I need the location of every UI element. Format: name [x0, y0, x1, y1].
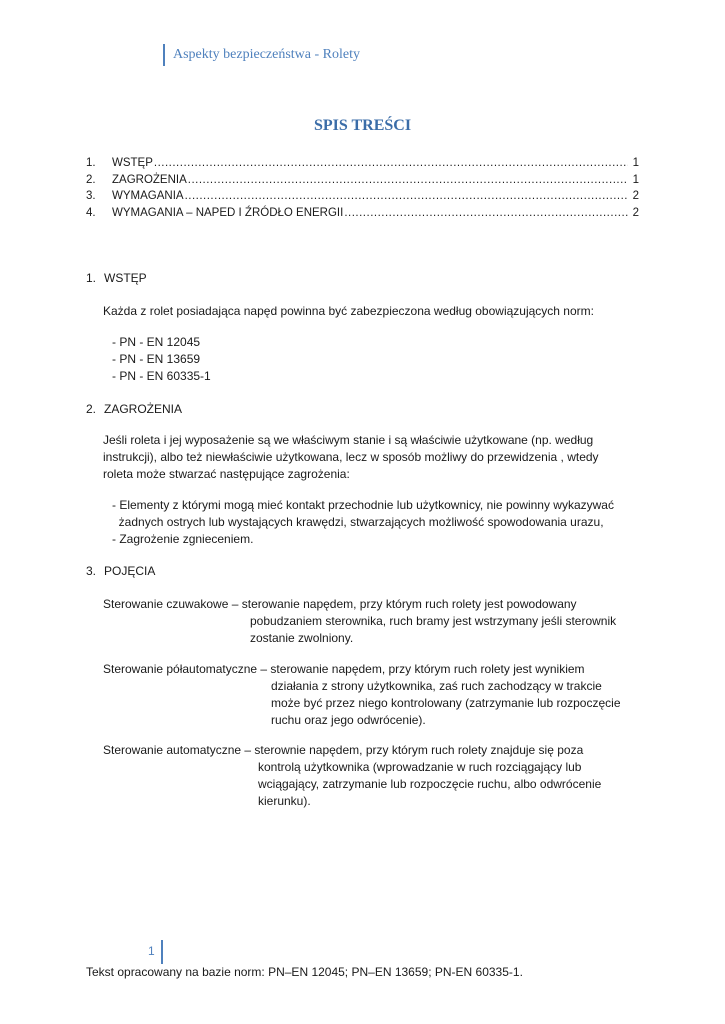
footer-divider: [161, 940, 163, 964]
paragraph-line: roleta może stwarzać następujące zagrożenia:: [103, 467, 350, 481]
paragraph: Każda z rolet posiadająca napęd powinna być zabezpieczona według obowiązujących norm:: [103, 304, 594, 318]
norm-item: - PN - EN 60335-1: [112, 369, 211, 383]
toc-entry-page: 1: [632, 173, 639, 186]
paragraph-line: Jeśli roleta i jej wyposażenie są we właściwym stanie i są właściwie użytkowane (np. według: [103, 433, 594, 447]
section-number: 2.: [86, 402, 97, 416]
table-of-contents: [86, 155, 639, 221]
header-title: Aspekty bezpieczeństwa - Rolety: [173, 47, 360, 62]
section-title: ZAGROŻENIA: [104, 402, 183, 416]
definition-line: działania z strony użytkownika, zaś ruch zachodzący w trakcie: [271, 679, 602, 693]
definition-first-line: Sterowanie półautomatyczne – sterowanie napędem, przy którym ruch rolety jest wynikiem: [103, 662, 585, 676]
toc-entry-text: WYMAGANIA – NAPED I ŹRÓDŁO ENERGII: [112, 206, 344, 219]
toc-leader: [185, 188, 628, 205]
toc-entry-number: 2.: [86, 173, 96, 186]
toc-entry-number: 4.: [86, 206, 96, 219]
toc-entry-page: 2: [632, 206, 639, 219]
section-heading-pojecia: [86, 563, 155, 580]
toc-entry-number: 3.: [86, 190, 96, 202]
toc-entry[interactable]: [86, 172, 639, 189]
toc-entry-text: WSTĘP: [112, 157, 153, 169]
norm-item: - PN - EN 13659: [112, 352, 201, 366]
definition-line: wciągający, zatrzymanie lub rozpoczęcie ruchu, albo odwrócenie: [258, 777, 602, 791]
definition-first-line: Sterowanie automatyczne – sterownie napędem, przy którym ruch rolety znajduje się poza: [103, 743, 584, 757]
section-number: 1.: [86, 271, 97, 285]
section-title: POJĘCIA: [104, 564, 156, 578]
definition-line: ruchu oraz jego odwrócenie).: [271, 713, 426, 727]
toc-entry[interactable]: [86, 155, 639, 172]
toc-entry-text: WYMAGANIA: [112, 190, 184, 202]
toc-leader: [154, 155, 628, 172]
definition-line: pobudzaniem sterownika, ruch bramy jest wstrzymany jeśli sterownik: [250, 614, 617, 628]
toc-entry-number: 1.: [86, 157, 96, 169]
section-heading-zagrozenia: [86, 401, 182, 418]
section-heading-wstep: [86, 270, 147, 287]
definition-line: zostanie zwolniony.: [250, 631, 354, 645]
definition-line: kontrolą użytkownika (wprowadzanie w ruch rozciągający lub: [258, 760, 582, 774]
toc-leader: [188, 172, 628, 189]
footer-text: Tekst opracowany na bazie norm: PN–EN 12045; PN–EN 13659; PN-EN 60335-1.: [86, 965, 523, 979]
toc-entry-page: 1: [632, 157, 639, 169]
toc-title: SPIS TREŚCI: [313, 117, 412, 134]
section-number: 3.: [86, 564, 97, 578]
norm-item: - PN - EN 12045: [112, 335, 201, 349]
paragraph-line: instrukcji), albo też niewłaściwie użytkowana, lecz w sposób możliwy do przewidzenia , wtedy: [103, 450, 599, 464]
hazard-item: - Elementy z którymi mogą mieć kontakt przechodnie lub użytkownicy, nie powinny wykazywać: [112, 498, 614, 512]
definition-first-line: Sterowanie czuwakowe – sterowanie napędem, przy którym ruch rolety jest powodowany: [103, 597, 577, 611]
toc-entry-page: 2: [632, 190, 639, 202]
toc-entry-text: ZAGROŻENIA: [112, 173, 187, 186]
page-header: [163, 44, 360, 66]
definition-line: może być przez niego kontrolowany (zatrzymanie lub rozpoczęcie: [271, 696, 621, 710]
toc-entry[interactable]: [86, 205, 639, 222]
hazard-item: - Zagrożenie zgnieceniem.: [112, 532, 254, 546]
section-title: WSTĘP: [104, 271, 147, 285]
hazard-item-continuation: żadnych ostrych lub wystających krawędzi, stwarzających możliwość spowodowania urazu,: [112, 515, 604, 529]
definition-line: kierunku).: [258, 794, 311, 808]
toc-leader: [344, 205, 628, 222]
toc-entry[interactable]: [86, 188, 639, 205]
page-number: 1: [148, 944, 155, 958]
